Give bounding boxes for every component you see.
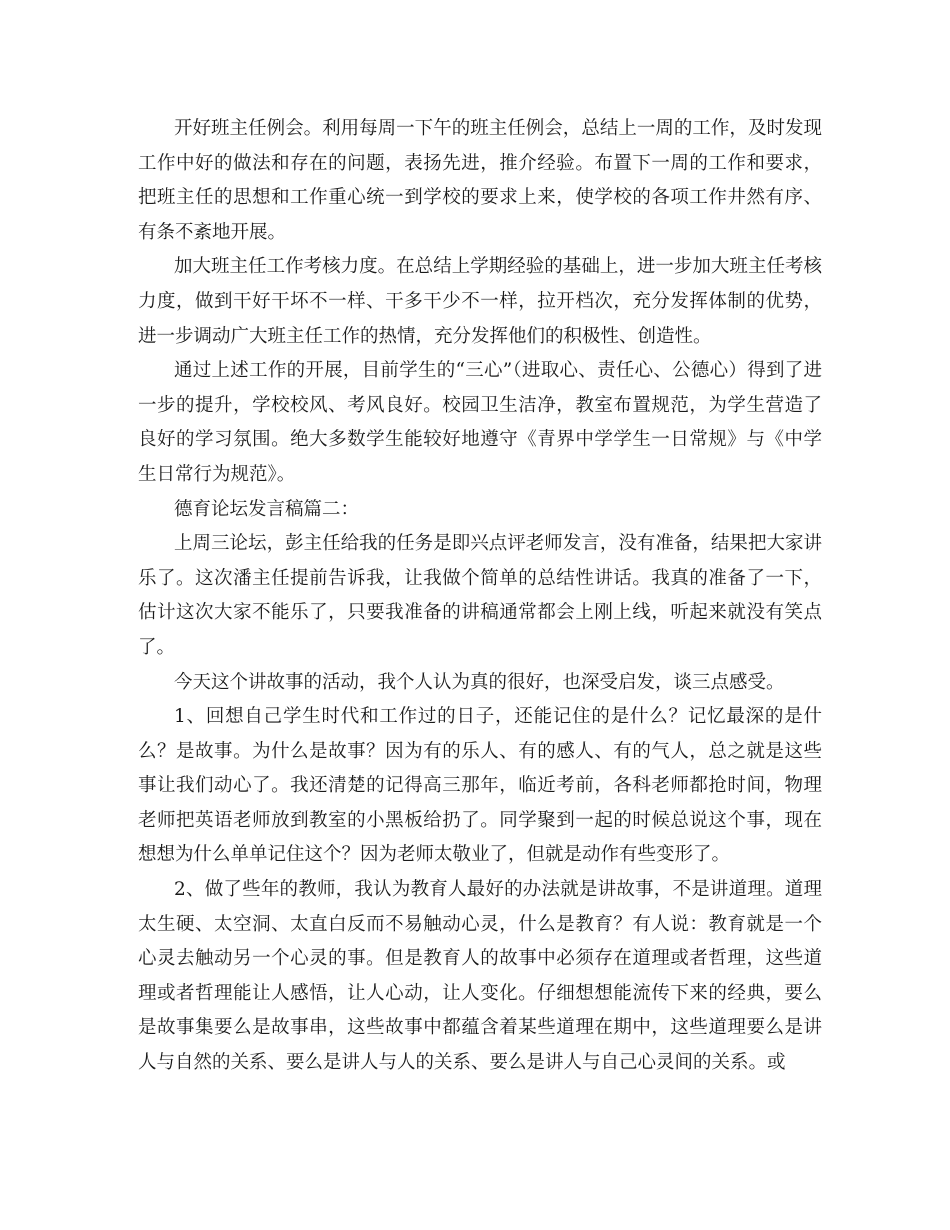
paragraph-point-one: 1、回想自己学生时代和工作过的日子，还能记住的是什么？记忆最深的是什么？是故事。为什么是故事？因为有的乐人、有的感人、有的气人，总之就是这些事让我们动心了。我还清楚的记得高三那年，临近考前，各科老师都抢时间，物理老师把英语老师放到教室的小黑板给扔了。同学聚到一起的时候总说这个事，现在想想为什么单单记住这个？因为老师太敬业了，但就是动作有些变形了。 [138, 706, 822, 866]
paragraph-class-meeting: 开好班主任例会。利用每周一下午的班主任例会，总结上一周的工作，及时发现工作中好的做法和存在的问题，表扬先进，推介经验。布置下一周的工作和要求，把班主任的思想和工作重心统一到学校的要求上来，使学校的各项工作井然有序、有条不紊地开展。 [138, 118, 822, 243]
paragraph-point-two: 2、做了些年的教师，我认为教育人最好的办法就是讲故事，不是讲道理。道理太生硬、太空洞、太直白反而不易触动心灵，什么是教育？有人说：教育就是一个心灵去触动另一个心灵的事。但是教育人的故事中必须存在道理或者哲理，这些道理或者哲理能让人感悟，让人心动，让人变化。仔细想想能流传下来的经典，要么是故事集要么是故事串，这些故事中都蕴含着某些道理在期中，这些道理要么是讲人与自然的关系、要么是讲人与人的关系、要么是讲人与自己心灵间的关系。或 [138, 879, 822, 1074]
paragraph-assessment: 加大班主任工作考核力度。在总结上学期经验的基础上，进一步加大班主任考核力度，做到干好干坏不一样、干多干少不一样，拉开档次，充分发挥体制的优势，进一步调动广大班主任工作的热情，充分发挥他们的积极性、创造性。 [138, 256, 822, 347]
section-heading-part-two: 德育论坛发言稿篇二： [174, 498, 360, 520]
document-body [138, 112, 822, 1081]
paragraph-forum-intro: 上周三论坛，彭主任给我的任务是即兴点评老师发言，没有准备，结果把大家讲乐了。这次潘主任提前告诉我，让我做个简单的总结性讲话。我真的准备了一下，估计这次大家不能乐了，只要我准备的讲稿通常都会上刚上线，听起来就没有笑点了。 [138, 533, 822, 658]
paragraph-results: 通过上述工作的开展，目前学生的“三心”（进取心、责任心、公德心）得到了进一步的提升，学校校风、考风良好。校园卫生洁净，教室布置规范，为学生营造了良好的学习氛围。绝大多数学生能较好地遵守《青界中学学生一日常规》与《中学生日常行为规范》。 [138, 360, 822, 485]
paragraph-storytelling-intro: 今天这个讲故事的活动，我个人认为真的很好，也深受启发，谈三点感受。 [174, 671, 785, 693]
